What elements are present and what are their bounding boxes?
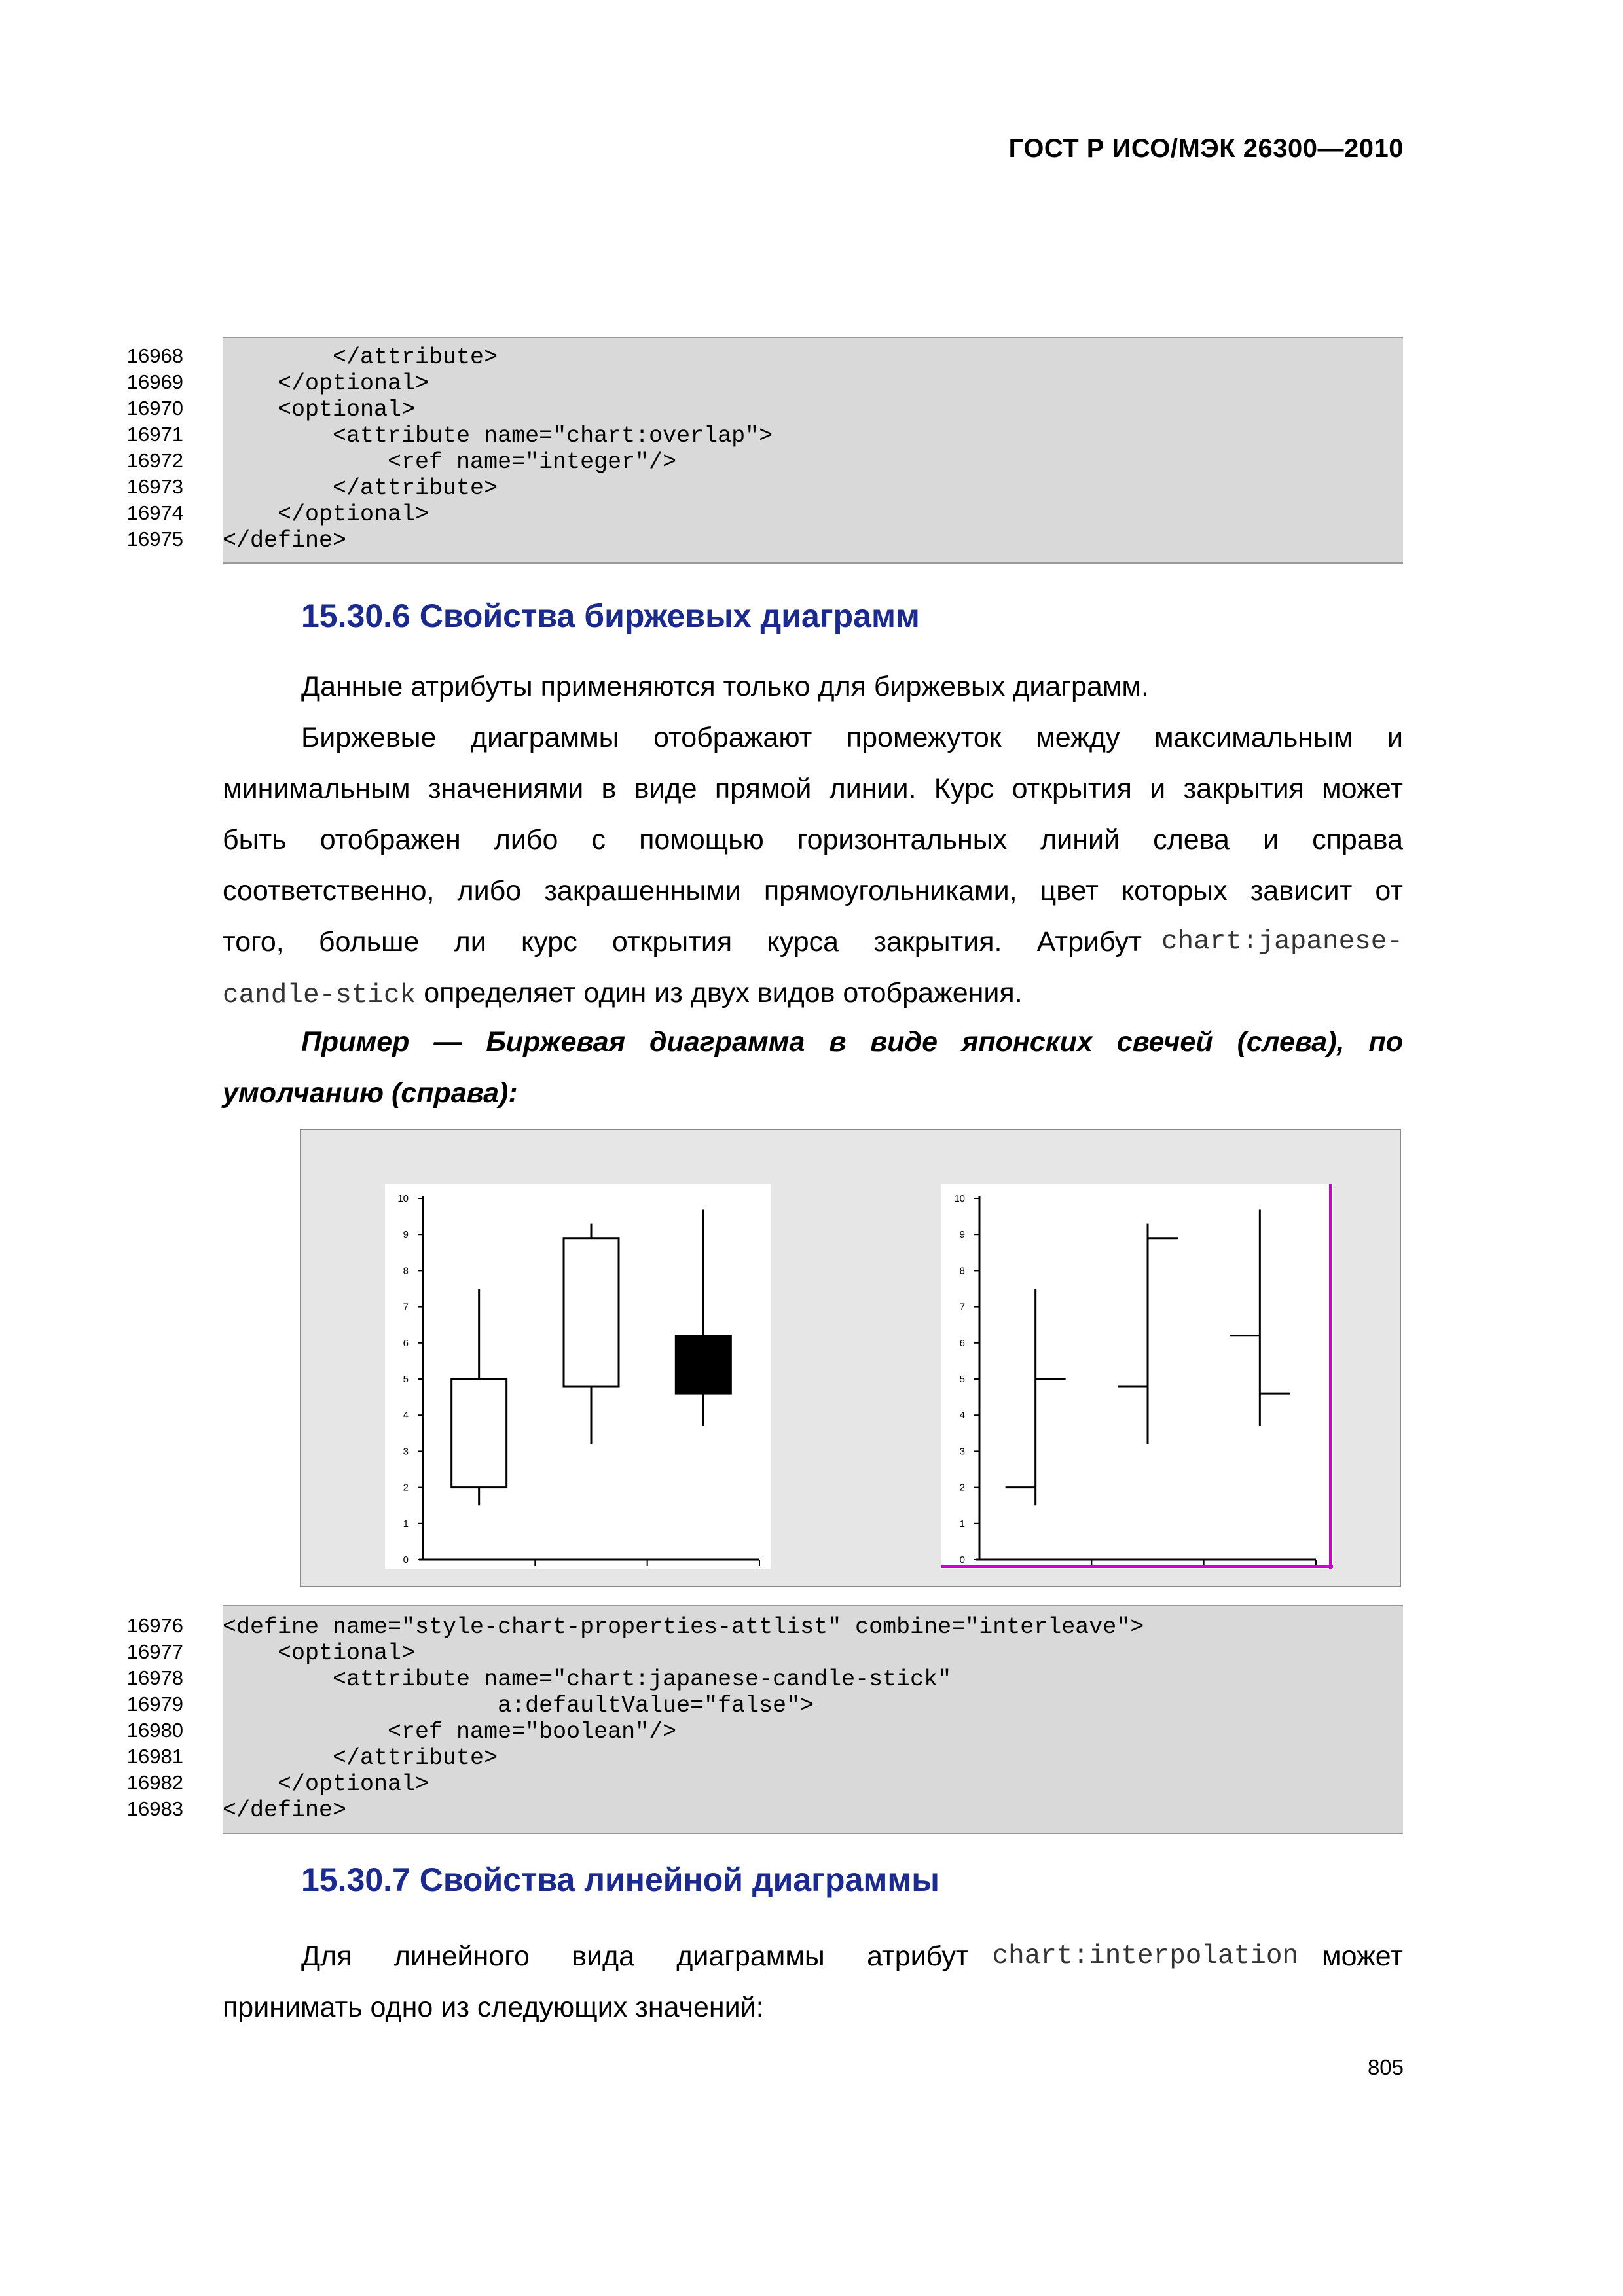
line-number: 16968 — [126, 344, 183, 367]
y-tick-label: 9 — [959, 1229, 965, 1241]
y-tick-label: 1 — [403, 1518, 409, 1530]
y-tick-label: 3 — [403, 1446, 409, 1458]
attribute-code: chart:japanese- — [1161, 927, 1403, 957]
example-line: Пример — Биржевая диаграмма в виде японских свечей (слева), по — [301, 1026, 1403, 1058]
y-tick-label: 8 — [959, 1265, 965, 1277]
y-tick-label: 7 — [959, 1301, 965, 1313]
page-header: ГОСТ Р ИСО/МЭК 26300—2010 — [1008, 134, 1404, 163]
line-number: 16975 — [126, 528, 183, 550]
code-line: <ref name="boolean"/> — [223, 1719, 677, 1745]
y-tick-label: 9 — [403, 1229, 409, 1241]
code-line: <optional> — [223, 397, 416, 423]
y-tick-label: 8 — [403, 1265, 409, 1277]
line-number: 16974 — [126, 501, 183, 524]
stock-chart — [941, 1184, 1333, 1569]
page-number: 805 — [1367, 2055, 1404, 2079]
line-number: 16982 — [126, 1771, 183, 1794]
code-line: a:defaultValue="false"> — [223, 1693, 814, 1719]
candlestick-chart-panel — [385, 1184, 771, 1569]
y-tick-label: 0 — [403, 1554, 409, 1566]
paragraph-line — [301, 1931, 1403, 1982]
line-number: 16969 — [126, 370, 183, 393]
code-block-1 — [223, 337, 1403, 564]
y-tick-label: 4 — [403, 1410, 409, 1422]
code-line: </attribute> — [223, 475, 498, 501]
paragraph-line: соответственно, либо закрашенными прямоугольниками, цвет которых зависит от — [223, 875, 1403, 906]
y-tick-label: 2 — [403, 1482, 409, 1494]
y-tick-label: 2 — [959, 1482, 965, 1494]
section-2-text — [223, 1931, 1403, 2036]
candle-body — [564, 1238, 619, 1386]
paragraph-line: минимальным значениями в виде прямой линии. Курс открытия и закрытия может — [223, 773, 1403, 804]
code-line: <ref name="integer"/> — [223, 449, 677, 475]
code-line: </optional> — [223, 370, 429, 397]
code-line: </define> — [223, 1797, 347, 1823]
paragraph-line — [223, 916, 1403, 967]
code-line: </optional> — [223, 1771, 429, 1797]
code-block-2 — [223, 1605, 1403, 1834]
candle-body — [452, 1379, 507, 1488]
line-number: 16979 — [126, 1693, 183, 1715]
paragraph-line: принимать одно из следующих значений: — [223, 1992, 764, 2023]
code-line: <attribute name="chart:japanese-candle-stick" — [223, 1666, 952, 1693]
paragraph-text: определяет один из двух видов отображения. — [424, 977, 1023, 1009]
y-tick-label: 6 — [403, 1337, 409, 1349]
line-number: 16973 — [126, 475, 183, 498]
code-line: <define name="style-chart-properties-attlist" combine="interleave"> — [223, 1614, 1144, 1640]
paragraph-text: может — [1322, 1941, 1403, 1972]
line-number: 16983 — [126, 1797, 183, 1820]
example-line: умолчанию (справа): — [223, 1077, 518, 1109]
y-tick-label: 4 — [959, 1410, 965, 1422]
y-tick-label: 10 — [954, 1193, 965, 1204]
y-tick-label: 6 — [959, 1337, 965, 1349]
paragraph-text: Для линейного вида диаграммы атрибут — [301, 1941, 969, 1972]
section-heading-15-30-6: 15.30.6 Свойства биржевых диаграмм — [301, 598, 920, 634]
code-line: </attribute> — [223, 344, 498, 370]
chart-figure — [300, 1129, 1401, 1587]
y-tick-label: 10 — [397, 1193, 409, 1204]
section-heading-15-30-7: 15.30.7 Свойства линейной диаграммы — [301, 1861, 939, 1898]
stock-chart-panel — [941, 1184, 1333, 1569]
y-tick-label: 1 — [959, 1518, 965, 1530]
code-line: <attribute name="chart:overlap"> — [223, 423, 773, 449]
line-number: 16972 — [126, 449, 183, 472]
code-line: </define> — [223, 528, 347, 554]
paragraph-line: Данные атрибуты применяются только для биржевых диаграмм. — [301, 671, 1149, 702]
line-number: 16981 — [126, 1745, 183, 1768]
candlestick-chart — [385, 1184, 771, 1569]
paragraph-line — [223, 967, 1403, 1018]
code-line: <optional> — [223, 1640, 416, 1666]
line-number: 16970 — [126, 397, 183, 420]
line-number: 16980 — [126, 1719, 183, 1742]
paragraph-line: быть отображен либо с помощью горизонтальных линий слева и справа — [223, 824, 1403, 855]
paragraph-line: Биржевые диаграммы отображают промежуток между максимальным и — [301, 722, 1403, 753]
candle-body — [676, 1336, 731, 1393]
code-line: </optional> — [223, 501, 429, 528]
y-tick-label: 7 — [403, 1301, 409, 1313]
attribute-code: candle-stick — [223, 980, 416, 1011]
y-tick-label: 5 — [959, 1374, 965, 1385]
line-number: 16978 — [126, 1666, 183, 1689]
y-tick-label: 0 — [959, 1554, 965, 1566]
y-tick-label: 3 — [959, 1446, 965, 1458]
y-tick-label: 5 — [403, 1374, 409, 1385]
line-number: 16976 — [126, 1614, 183, 1637]
section-1-text — [223, 661, 1403, 1014]
attribute-code: chart:interpolation — [992, 1941, 1299, 1971]
code-line: </attribute> — [223, 1745, 498, 1771]
line-number: 16977 — [126, 1640, 183, 1663]
paragraph-text: того, больше ли курс открытия курса закрытия. Атрибут — [223, 926, 1142, 958]
line-number: 16971 — [126, 423, 183, 446]
